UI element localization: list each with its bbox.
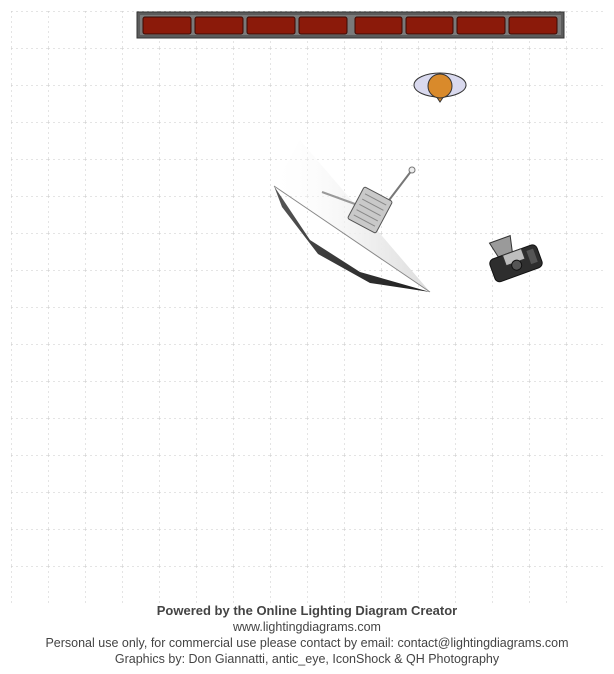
credits-block xyxy=(0,603,614,667)
credits-website: www.lightingdiagrams.com xyxy=(233,620,381,634)
credits-graphics: Graphics by: Don Giannatti, antic_eye, IconShock & QH Photography xyxy=(114,652,500,666)
credits-license: Personal use only, for commercial use please contact by email: contact@lightingdiagrams.com xyxy=(45,636,569,650)
credits-headline: Powered by the Online Lighting Diagram Creator xyxy=(156,603,458,618)
brick-wall-icon[interactable] xyxy=(137,12,564,38)
grid xyxy=(11,11,603,603)
